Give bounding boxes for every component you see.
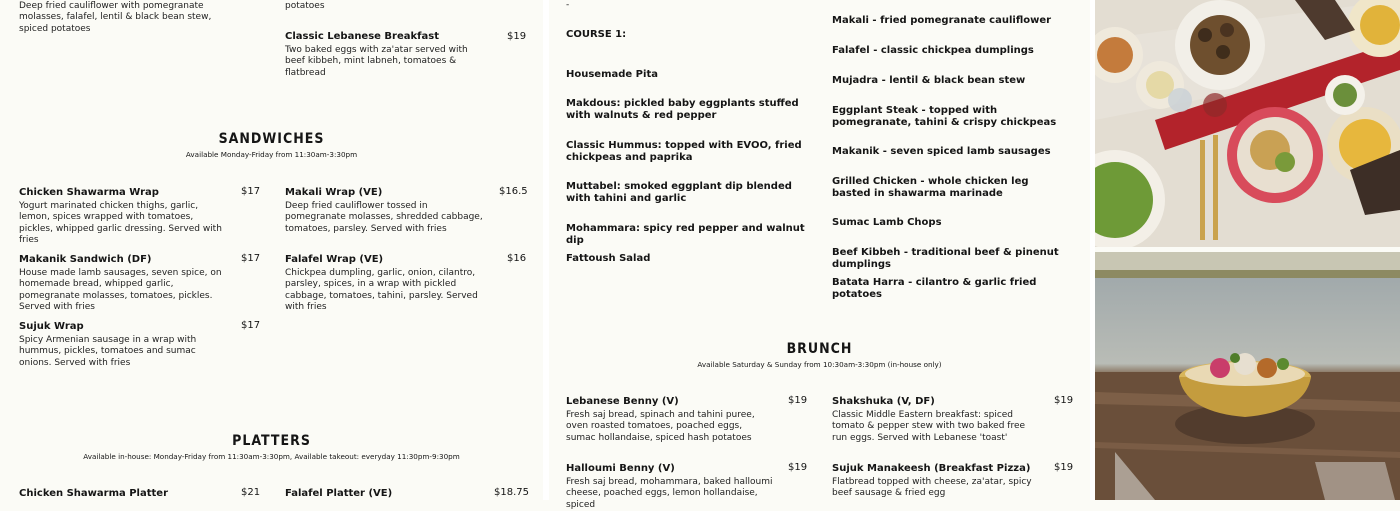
menu-item-name: Makanik Sandwich (DF) (19, 254, 152, 265)
menu-item-price: $19 (1054, 395, 1074, 406)
course1-label: COURSE 1: (566, 29, 627, 40)
course2-item: Mujadra - lentil & black bean stew (832, 75, 1026, 86)
menu-item-desc: Fresh saj bread, mohammara, baked halloumi cheese, poached eggs, lemon hollandaise, spiced (566, 477, 773, 510)
course2-item: Eggplant Steak - topped with pomegranate, tahini & crispy chickpeas (832, 105, 1057, 128)
menu-item-price: $21 (241, 487, 261, 498)
menu-item-name: Sujuk Wrap (19, 321, 84, 332)
dash-text: - (566, 0, 570, 10)
brunch-title: BRUNCH (786, 341, 853, 357)
menu-item-name: Makali Wrap (VE) (285, 187, 383, 198)
course1-item: Housemade Pita (566, 69, 658, 80)
menu-item-price: $17 (241, 253, 261, 264)
course1-item: Fattoush Salad (566, 253, 651, 264)
course2-item: Makali - fried pomegranate cauliflower (832, 15, 1052, 26)
menu-item-name: Shakshuka (V, DF) (832, 396, 935, 407)
menu-item-price: $19 (788, 462, 808, 473)
menu-item-desc: House made lamb sausages, seven spice, on homemade bread, whipped garlic, pomegranate molasses, tomatoes, pickles. Served with fries (19, 268, 222, 312)
course2-item: Batata Harra - cilantro & garlic fried potatoes (832, 277, 1037, 300)
lebanese-breakfast-name: Classic Lebanese Breakfast (285, 31, 439, 42)
sandwiches-subtitle: Available Monday-Friday from 11:30am-3:30pm (185, 150, 358, 159)
menu-item-desc: Deep fried cauliflower tossed in pomegranate molasses, shredded cabbage, tomatoes, parsley. Served with fries (285, 201, 483, 234)
lebanese-breakfast-desc: Two baked eggs with za'atar served with beef kibbeh, mint labneh, tomatoes & flatbread (285, 45, 468, 78)
course1-item: Classic Hummus: topped with EVOO, fried chickpeas and paprika (566, 140, 802, 163)
menu-item-name: Lebanese Benny (V) (566, 396, 679, 407)
course2-item: Makanik - seven spiced lamb sausages (832, 146, 1051, 157)
course2-item: Falafel - classic chickpea dumplings (832, 45, 1034, 56)
top-fragment-desc-right: potatoes (285, 1, 325, 11)
menu-item-desc: Yogurt marinated chicken thighs, garlic, lemon, spices wrapped with tomatoes, pickles, whipped garlic dressing. Served with fries (19, 201, 222, 245)
food-table-photo (1095, 0, 1400, 247)
menu-item-price: $19 (1054, 462, 1074, 473)
course1-item: Muttabel: smoked eggplant dip blended with tahini and garlic (566, 181, 792, 204)
menu-item-name: Halloumi Benny (V) (566, 463, 675, 474)
platters-subtitle: Available in-house: Monday-Friday from 11:30am-3:30pm, Available takeout: everyday 11:30pm-9:30pm (83, 452, 460, 461)
menu-item-price: $16.5 (499, 186, 528, 197)
menu-item-price: $18.75 (494, 487, 529, 498)
course2-item: Beef Kibbeh - traditional beef & pinenut dumplings (832, 247, 1059, 270)
course2-item: Grilled Chicken - whole chicken leg basted in shawarma marinade (832, 176, 1029, 199)
food-table-illustration (1095, 0, 1400, 247)
page-divider-left (543, 0, 549, 500)
menu-item-desc: Spicy Armenian sausage in a wrap with hummus, pickles, tomatoes and sumac onions. Served with fries (19, 335, 197, 368)
menu-item-desc: Fresh saj bread, spinach and tahini puree, oven roasted tomatoes, poached eggs, sumac hollandaise, spiced hash potatoes (566, 410, 755, 443)
brunch-subtitle: Available Saturday & Sunday from 10:30am-3:30pm (in-house only) (697, 360, 942, 369)
top-fragment-desc: Deep fried cauliflower with pomegranate molasses, falafel, lentil & black bean stew, spiced potatoes (19, 1, 212, 34)
bowl-illustration (1095, 252, 1400, 500)
lebanese-breakfast-price: $19 (507, 31, 527, 42)
menu-item-name: Chicken Shawarma Wrap (19, 187, 159, 198)
course2-item: Sumac Lamb Chops (832, 217, 942, 228)
menu-item-price: $19 (788, 395, 808, 406)
menu-item-desc: Flatbread topped with cheese, za'atar, spicy beef sausage & fried egg (832, 477, 1032, 499)
menu-item-desc: Classic Middle Eastern breakfast: spiced tomato & pepper stew with two baked free run eggs. Served with Lebanese 'toast' (832, 410, 1026, 443)
platters-title: PLATTERS (232, 433, 311, 449)
menu-item-price: $16 (507, 253, 527, 264)
menu-item-name: Falafel Platter (VE) (285, 488, 393, 499)
course1-item: Mohammara: spicy red pepper and walnut dip (566, 223, 805, 246)
bowl-photo (1095, 252, 1400, 500)
menu-item-name: Falafel Wrap (VE) (285, 254, 384, 265)
course1-item: Makdous: pickled baby eggplants stuffed with walnuts & red pepper (566, 98, 799, 121)
menu-item-desc: Chickpea dumpling, garlic, onion, cilantro, parsley, spices, in a wrap with pickled cabbage, tomatoes, tahini, parsley. Served with fries (285, 268, 478, 312)
sandwiches-title: SANDWICHES (218, 131, 325, 147)
menu-item-price: $17 (241, 186, 261, 197)
menu-item-price: $17 (241, 320, 261, 331)
menu-item-name: Chicken Shawarma Platter (19, 488, 168, 499)
menu-item-name: Sujuk Manakeesh (Breakfast Pizza) (832, 463, 1031, 474)
